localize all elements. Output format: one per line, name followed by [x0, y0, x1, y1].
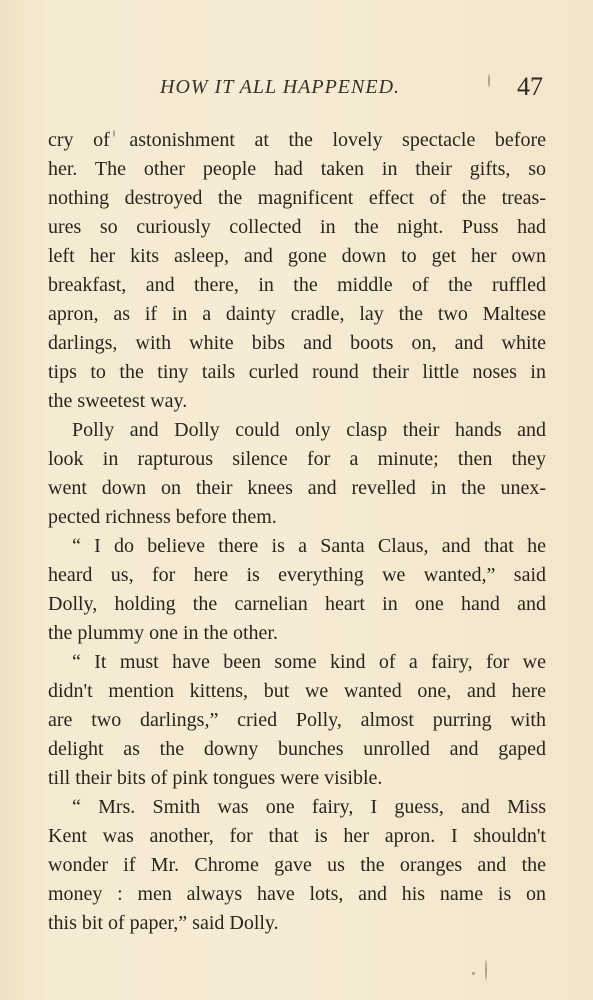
body-text — [48, 126, 546, 938]
text-line: tips to the tiny tails curled round their little noses in — [48, 361, 546, 383]
text-line: didn't mention kittens, but we wanted one, and here — [48, 680, 546, 702]
text-line: left her kits asleep, and gone down to get her own — [48, 245, 546, 267]
text-line: the plummy one in the other. — [48, 622, 278, 644]
text-line: look in rapturous silence for a minute; then they — [48, 448, 546, 470]
text-line: pected richness before them. — [48, 506, 277, 528]
text-line: darlings, with white bibs and boots on, and white — [48, 332, 546, 354]
text-line: “ I do believe there is a Santa Claus, and that he — [72, 535, 546, 557]
text-line: Dolly, holding the carnelian heart in one hand and — [48, 593, 546, 615]
text-line: Polly and Dolly could only clasp their hands and — [72, 419, 546, 441]
text-line: nothing destroyed the magnificent effect of the treas- — [48, 187, 546, 209]
text-line: Kent was another, for that is her apron. I shouldn't — [48, 825, 546, 847]
text-line: delight as the downy bunches unrolled and gaped — [48, 738, 546, 760]
text-line: till their bits of pink tongues were visible. — [48, 767, 383, 789]
text-line: cry of astonishment at the lovely spectacle before — [48, 129, 546, 151]
text-line: apron, as if in a dainty cradle, lay the two Maltese — [48, 303, 546, 325]
text-line: this bit of paper,” said Dolly. — [48, 912, 279, 934]
text-line: ures so curiously collected in the night. Puss had — [48, 216, 546, 238]
text-line: are two darlings,” cried Polly, almost purring with — [48, 709, 546, 731]
paragraph-5 — [48, 793, 546, 938]
text-line: “ Mrs. Smith was one fairy, I guess, and Miss — [72, 796, 546, 818]
text-line: the sweetest way. — [48, 390, 188, 412]
paper-speck — [472, 972, 475, 975]
page-number: 47 — [517, 72, 543, 101]
text-line: went down on their knees and revelled in the unex- — [48, 477, 546, 499]
paragraph-2 — [48, 416, 546, 532]
text-line: “ It must have been some kind of a fairy, for we — [72, 651, 546, 673]
paragraph-3 — [48, 532, 546, 648]
text-line: wonder if Mr. Chrome gave us the oranges and the — [48, 854, 546, 876]
paragraph-4 — [48, 648, 546, 793]
text-line: her. The other people had taken in their gifts, so — [48, 158, 546, 180]
text-line: money : men always have lots, and his name is on — [48, 883, 546, 905]
text-line: heard us, for here is everything we wanted,” said — [48, 564, 546, 586]
page-header — [0, 74, 593, 106]
paper-speck — [485, 960, 487, 980]
running-head: HOW IT ALL HAPPENED. — [160, 76, 401, 98]
text-line: breakfast, and there, in the middle of the ruffled — [48, 274, 546, 296]
paragraph-1 — [48, 126, 546, 416]
